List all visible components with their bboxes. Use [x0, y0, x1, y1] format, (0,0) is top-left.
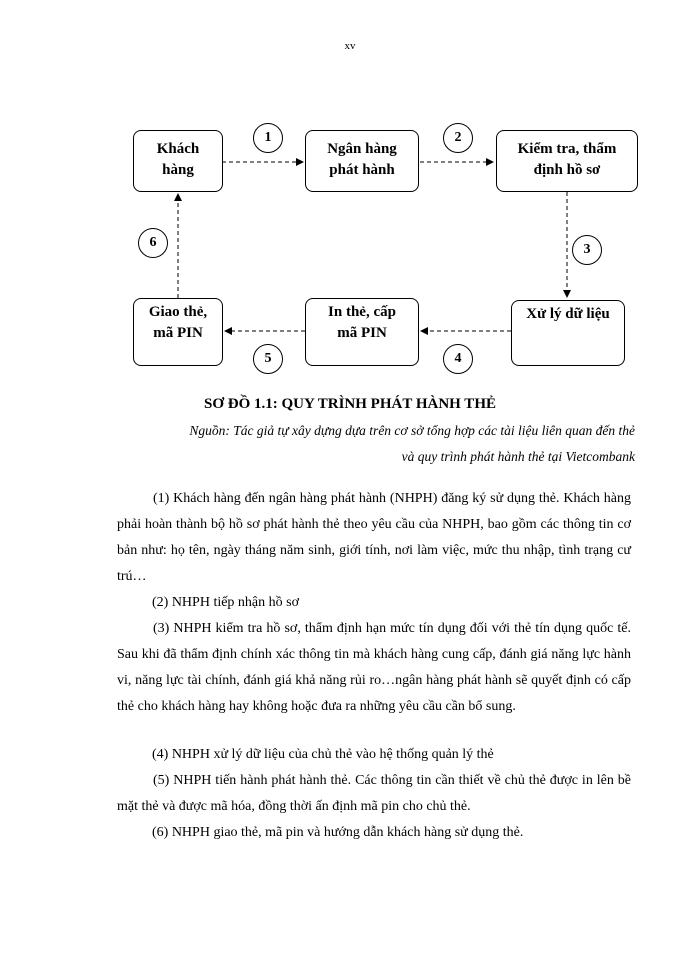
diagram-title: SƠ ĐỒ 1.1: QUY TRÌNH PHÁT HÀNH THẺ — [204, 396, 496, 412]
paragraph-step-4: (4) NHPH xử lý dữ liệu của chủ thẻ vào hệ thống quản lý thẻ — [152, 747, 494, 762]
node-verify — [496, 130, 638, 192]
source-line-1: Nguồn: Tác giả tự xây dựng dựa trên cơ sở tổng hợp các tài liệu liên quan đến thẻ — [189, 423, 635, 438]
paragraph-step-2: (2) NHPH tiếp nhận hồ sơ — [152, 595, 299, 610]
step-badge-5: 5 — [253, 344, 283, 374]
source-line-2: và quy trình phát hành thẻ tại Vietcombank — [401, 449, 635, 464]
node-process-data-label: Xử lý dữ liệu — [526, 306, 610, 322]
node-customer-label: Khách hàng — [156, 141, 200, 178]
step-badge-4: 4 — [443, 344, 473, 374]
node-issuing-bank — [305, 130, 419, 192]
node-print-card — [305, 298, 419, 366]
paragraph-step-5: (5) NHPH tiến hành phát hành thẻ. Các thông tin cần thiết về chủ thẻ được in lên bề mặt thẻ và được mã hóa, đồng thời ấn định mã pin cho chủ thẻ. — [117, 773, 631, 814]
step-badge-6: 6 — [138, 228, 168, 258]
step-badge-2: 2 — [443, 123, 473, 153]
node-print-card-label: In thẻ, cấp mã PIN — [328, 304, 396, 341]
node-process-data — [511, 300, 625, 366]
paragraph-step-3: (3) NHPH kiểm tra hồ sơ, thẩm định hạn mức tín dụng đối với thẻ tín dụng quốc tế. Sau khi đã thẩm định chính xác thông tin mà khách hàng cung cấp, đánh giá năng lực hành vi, năng lực tài chính, đánh giá khả năng rủi ro…ngân hàng phát hành sẽ quyết định có cấp thẻ cho khách hàng hay không hoặc đưa ra những yêu cầu cần bổ sung. — [117, 621, 631, 714]
node-issuing-bank-label: Ngân hàng phát hành — [327, 141, 397, 178]
node-deliver-label: Giao thẻ, mã PIN — [148, 304, 208, 341]
paragraph-step-1: (1) Khách hàng đến ngân hàng phát hành (NHPH) đăng ký sử dụng thẻ. Khách hàng phải hoàn thành bộ hồ sơ phát hành thẻ theo yêu cầu của NHPH, bao gồm các thông tin cơ bản như: họ tên, ngày tháng năm sinh, giới tính, nơi làm việc, mức thu nhập, tình trạng cư trú… — [117, 491, 631, 584]
page-number: xv — [344, 40, 356, 52]
node-deliver — [133, 298, 223, 366]
step-badge-3: 3 — [572, 235, 602, 265]
node-customer — [133, 130, 223, 192]
step-badge-1: 1 — [253, 123, 283, 153]
paragraph-step-6: (6) NHPH giao thẻ, mã pin và hướng dẫn khách hàng sử dụng thẻ. — [152, 825, 524, 840]
node-verify-label: Kiểm tra, thẩm định hồ sơ — [517, 141, 617, 178]
